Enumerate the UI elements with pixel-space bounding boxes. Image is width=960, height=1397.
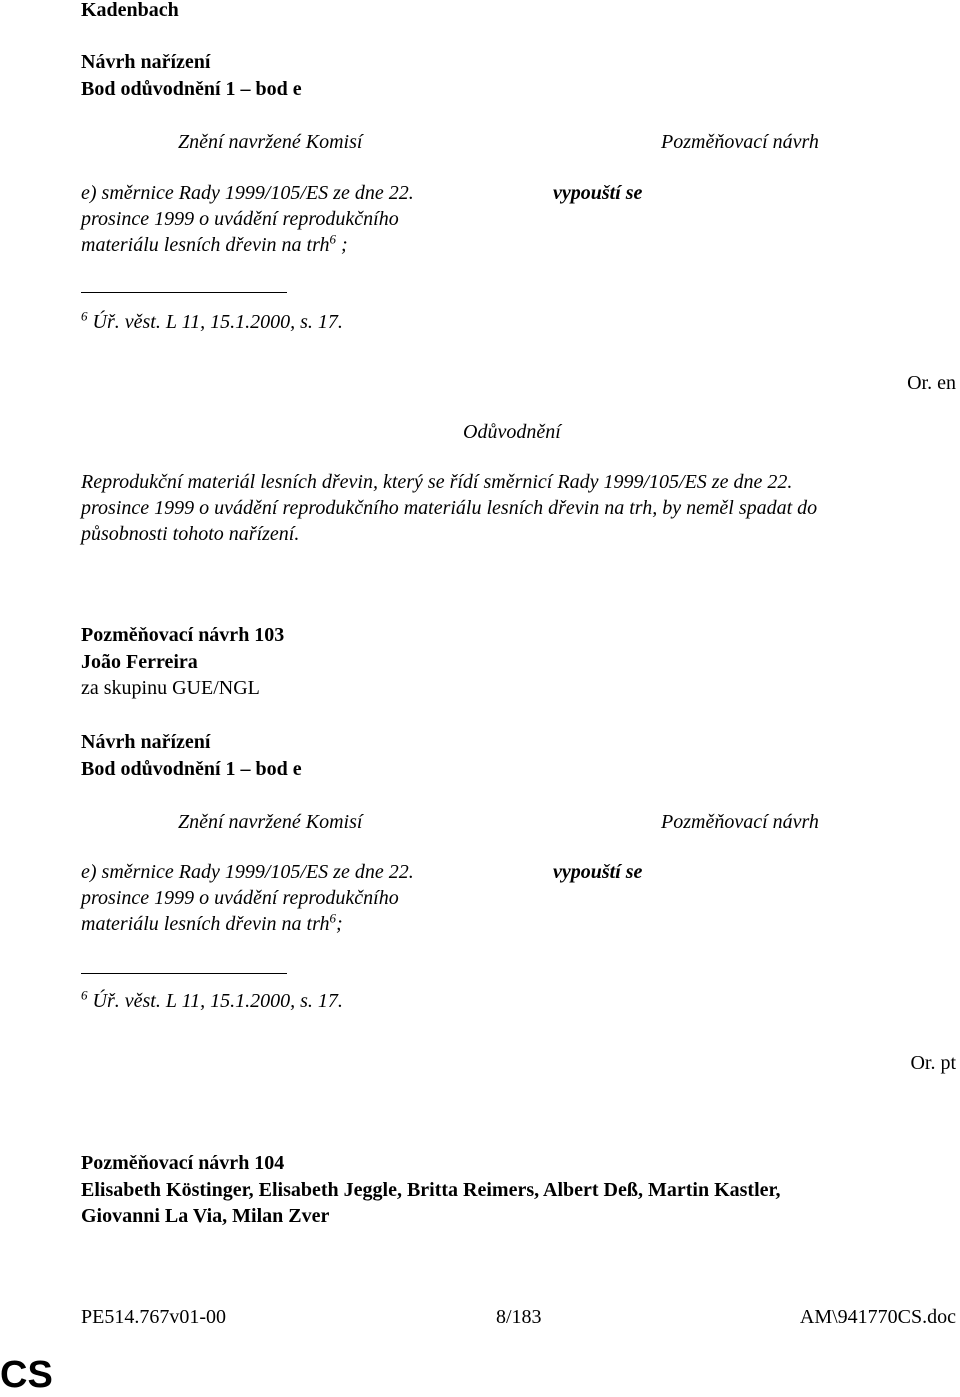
footnote-number: 6 (81, 308, 88, 324)
footnote-ref: 6 (329, 910, 336, 926)
commission-text-line: prosince 1999 o uvádění reprodukčního (81, 208, 399, 230)
justification-text-line: působnosti tohoto nařízení. (81, 523, 300, 545)
author-name: João Ferreira (81, 651, 198, 673)
amendment-number: Pozměňovací návrh 103 (81, 624, 285, 646)
column-header-amendment: Pozměňovací návrh (661, 811, 819, 833)
political-group: za skupinu GUE/NGL (81, 677, 260, 699)
authors-line: Giovanni La Via, Milan Zver (81, 1205, 330, 1227)
original-language: Or. pt (910, 1052, 956, 1074)
justification-text-line: Reprodukční materiál lesních dřevin, který se řídí směrnicí Rady 1999/105/ES ze dne 22. (81, 471, 793, 493)
footnote-separator (81, 973, 287, 974)
footer-language-code: CS (0, 1354, 53, 1396)
recital-label: Bod odůvodnění 1 – bod e (81, 78, 302, 100)
footer-page-number: 8/183 (496, 1306, 542, 1328)
column-header-commission: Znění navržené Komisí (178, 811, 363, 833)
justification-heading: Odůvodnění (463, 421, 561, 443)
proposal-label: Návrh nařízení (81, 51, 211, 73)
justification-text-line: prosince 1999 o uvádění reprodukčního materiálu lesních dřevin na trh, by neměl spadat do (81, 497, 818, 519)
column-header-commission: Znění navržené Komisí (178, 131, 363, 153)
column-header-amendment: Pozměňovací návrh (661, 131, 819, 153)
footnote: $^6$ Úř. věst. L 11, 15.1.2000, s. 17. (81, 308, 343, 333)
commission-text-line: e) směrnice Rady 1999/105/ES ze dne 22. (81, 182, 414, 204)
footnote-separator (81, 292, 287, 293)
author-name: Kadenbach (81, 0, 179, 21)
deleted-marker: vypouští se (553, 861, 643, 883)
footer-file-name: AM\941770CS.doc (799, 1306, 956, 1328)
commission-text-line: prosince 1999 o uvádění reprodukčního (81, 887, 399, 909)
commission-text-line: e) směrnice Rady 1999/105/ES ze dne 22. (81, 861, 414, 883)
amendment-number: Pozměňovací návrh 104 (81, 1152, 285, 1174)
recital-label: Bod odůvodnění 1 – bod e (81, 758, 302, 780)
deleted-marker: vypouští se (553, 182, 643, 204)
footnote-ref: 6 (329, 231, 336, 247)
footnote: $^6$ Úř. věst. L 11, 15.1.2000, s. 17. (81, 987, 343, 1012)
commission-text-line: materiálu lesních dřevin na trh$^6$; (81, 910, 343, 935)
footnote-number: 6 (81, 987, 88, 1003)
original-language: Or. en (907, 372, 956, 394)
commission-text-line: materiálu lesních dřevin na trh$^6$ ; (81, 231, 348, 256)
footer-doc-ref: PE514.767v01-00 (81, 1306, 226, 1328)
proposal-label: Návrh nařízení (81, 731, 211, 753)
authors-line: Elisabeth Köstinger, Elisabeth Jeggle, Britta Reimers, Albert Deß, Martin Kastler, (81, 1179, 781, 1201)
